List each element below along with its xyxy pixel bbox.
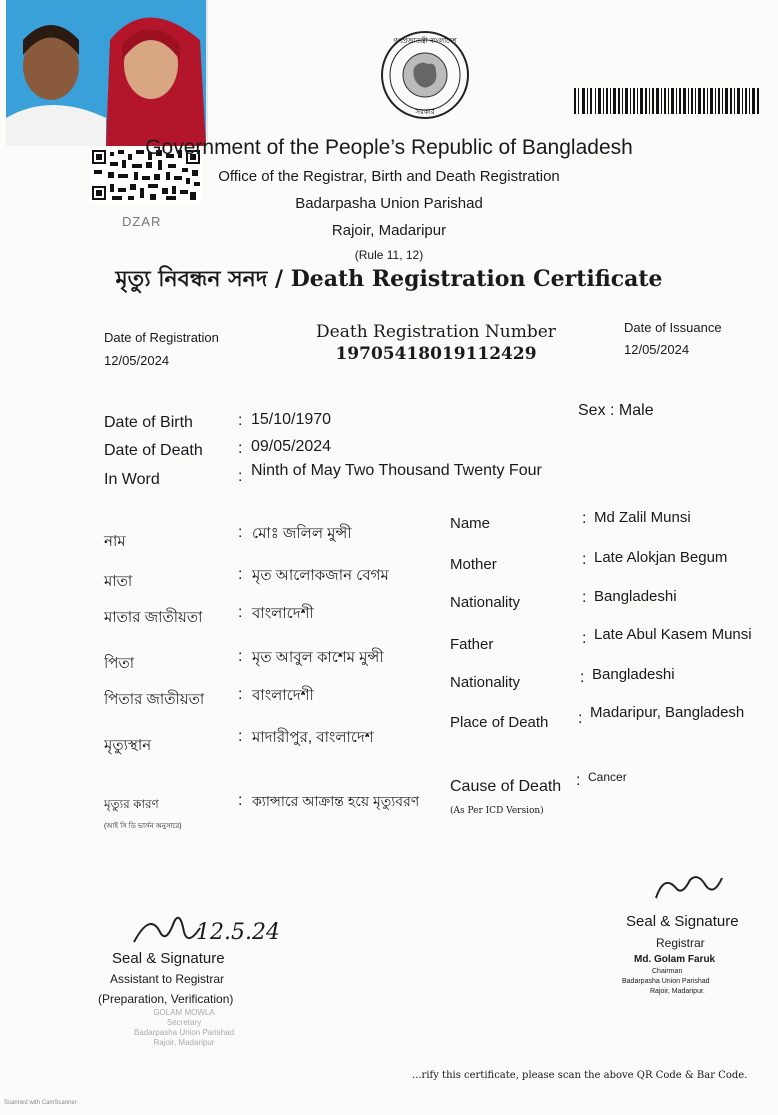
label-mother: Mother — [450, 556, 497, 573]
colon: : — [576, 772, 581, 789]
dod-value: 09/05/2024 — [251, 438, 332, 455]
bangla-value-mother: মৃত আলোকজান বেগম — [252, 567, 389, 584]
issue-date: 12/05/2024 — [624, 342, 690, 357]
registrar-name: Md. Golam Faruk — [634, 954, 716, 965]
colon: : — [238, 524, 243, 541]
colon: : — [582, 551, 587, 568]
left-seal-title: Seal & Signature — [112, 950, 225, 967]
colon: : — [238, 728, 243, 745]
colon: : — [238, 686, 243, 703]
left-role: Assistant to Registrar — [110, 972, 225, 986]
colon: : — [578, 710, 583, 727]
bangla-label-cause: মৃত্যুর কারণ — [104, 797, 159, 811]
bangla-value-place: মাদারীপুর, বাংলাদেশ — [252, 729, 374, 746]
government-title: Government of the People’s Republic of Bangladesh — [145, 136, 633, 159]
dob-value: 15/10/1970 — [251, 411, 332, 428]
government-seal-icon — [380, 30, 470, 120]
label-cause: Cause of Death — [450, 778, 562, 795]
reg-number-label: Death Registration Number — [316, 322, 556, 342]
bangla-value-name: মোঃ জলিল মুন্সী — [252, 525, 352, 542]
bangla-value-mother-nationality: বাংলাদেশী — [252, 605, 314, 622]
photo — [6, 0, 208, 146]
issue-date-label: Date of Issuance — [624, 320, 722, 335]
label-mother-nationality: Nationality — [450, 594, 521, 611]
value-mother-nationality: Bangladeshi — [594, 588, 677, 605]
qr-caption: DZAR — [122, 214, 162, 229]
bangla-value-father: মৃত আবুল কাশেম মুন্সী — [252, 649, 384, 666]
bangla-label-mother: মাতা — [104, 573, 133, 590]
colon: : — [238, 604, 243, 621]
bangla-value-cause: ক্যান্সারে আক্রান্ত হয়ে মৃত্যুবরণ — [252, 793, 420, 809]
registrar-line2: Badarpasha Union Parishad — [622, 978, 710, 985]
value-cause: Cancer — [588, 770, 627, 784]
colon: : — [582, 630, 587, 647]
barcode — [574, 88, 760, 114]
colon: : — [238, 792, 243, 809]
handwritten-date: 12.5.24 — [196, 920, 280, 945]
colon: : — [580, 669, 585, 686]
label-name: Name — [450, 515, 491, 532]
reg-date: 12/05/2024 — [104, 353, 170, 368]
office-title: Office of the Registrar, Birth and Death Registration — [218, 168, 560, 185]
left-faint-stamp: GOLAM MOWLA Secretary Badarpasha Union Parishad Rajoir, Madaripur — [133, 1008, 235, 1047]
right-seal-title: Seal & Signature — [626, 913, 739, 930]
dod-label: Date of Death — [104, 442, 203, 459]
bangla-cause-note: (আই সি ডি ভার্সন অনুসারে) — [104, 823, 182, 830]
inword-value: Ninth of May Two Thousand Twenty Four — [251, 462, 542, 479]
colon: : — [238, 566, 243, 583]
bangla-label-father-nationality: পিতার জাতীয়তা — [104, 691, 205, 708]
value-father: Late Abul Kasem Munsi — [594, 626, 752, 643]
location-title: Rajoir, Madaripur — [331, 222, 447, 239]
registrar-signature-icon — [650, 868, 730, 913]
left-note: (Preparation, Verification) — [98, 992, 234, 1006]
colon: : — [238, 648, 243, 665]
colon: : — [238, 412, 243, 429]
colon: : — [238, 440, 243, 457]
svg-text:সরকার: সরকার — [415, 108, 435, 116]
cause-note: (As Per ICD Version) — [450, 806, 544, 816]
value-place: Madaripur, Bangladesh — [590, 704, 745, 721]
reg-number: 19705418019112429 — [335, 344, 537, 364]
dob-label: Date of Birth — [104, 414, 193, 431]
certificate-title: মৃত্যু নিবন্ধন সনদ / Death Registration Certificate — [115, 266, 663, 292]
colon: : — [582, 510, 587, 527]
bangla-value-father-nationality: বাংলাদেশী — [252, 687, 314, 704]
scanner-credit: Scanned with CamScanner — [4, 1100, 77, 1106]
bangla-label-place: মৃত্যুস্থান — [104, 737, 152, 754]
label-father: Father — [450, 636, 494, 653]
footer-note: ...rify this certificate, please scan the above QR Code & Bar Code. — [412, 1070, 748, 1081]
registrar-line1: Chairman — [652, 968, 683, 975]
rule-text: (Rule 11, 12) — [354, 248, 424, 262]
label-father-nationality: Nationality — [450, 674, 521, 691]
colon: : — [582, 589, 587, 606]
value-name: Md Zalil Munsi — [594, 509, 691, 526]
value-mother: Late Alokjan Begum — [594, 549, 728, 566]
bangla-label-name: নাম — [104, 533, 126, 550]
sex-value: Sex : Male — [578, 402, 654, 419]
right-role: Registrar — [656, 936, 705, 950]
colon: : — [238, 468, 243, 485]
reg-date-label: Date of Registration — [104, 330, 219, 345]
svg-text:গণপ্রজাতন্ত্রী বাংলাদেশ: গণপ্রজাতন্ত্রী বাংলাদেশ — [393, 37, 457, 45]
union-title: Badarpasha Union Parishad — [295, 195, 483, 212]
inword-label: In Word — [104, 471, 160, 488]
bangla-label-father: পিতা — [104, 655, 135, 672]
label-place: Place of Death — [450, 714, 549, 731]
value-father-nationality: Bangladeshi — [592, 666, 675, 683]
bangla-label-mother-nationality: মাতার জাতীয়তা — [104, 609, 203, 626]
registrar-line3: Rajoir, Madaripur. — [650, 988, 705, 995]
